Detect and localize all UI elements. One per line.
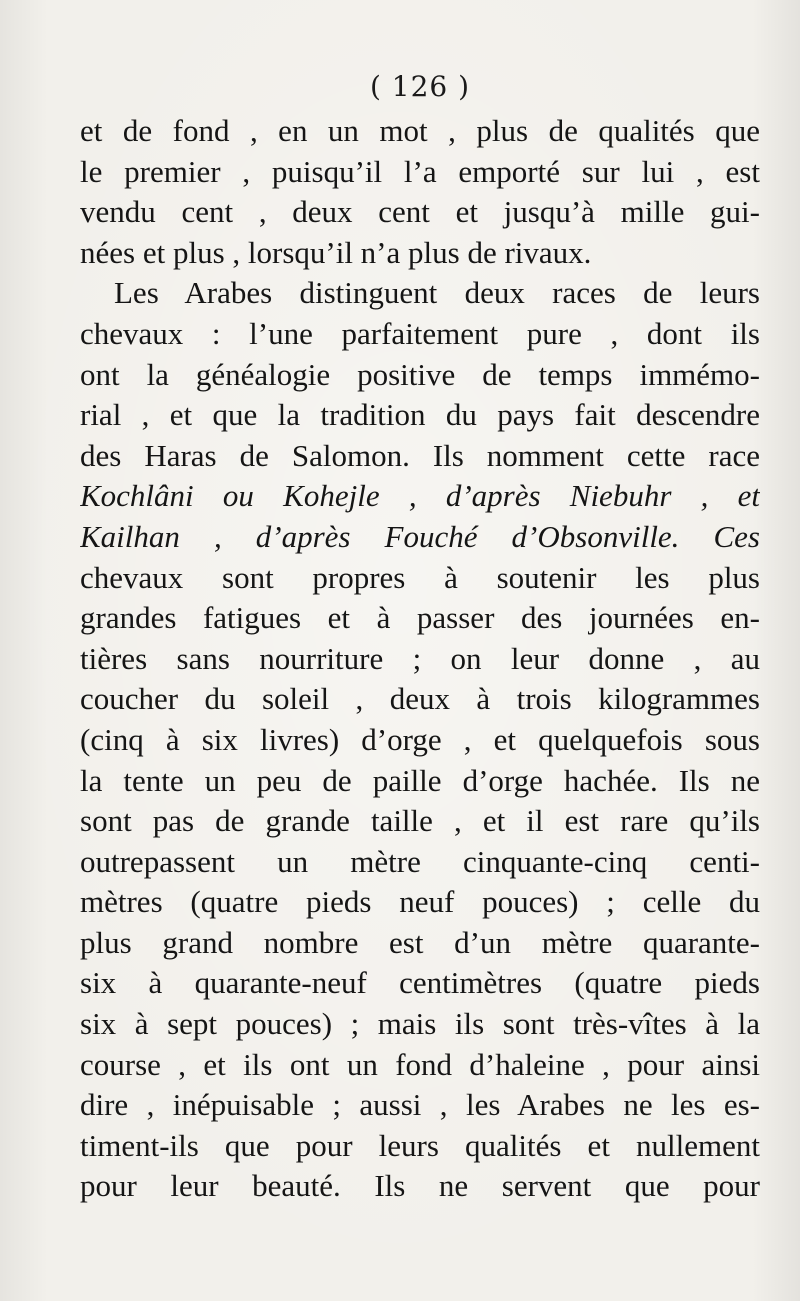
text-line: le premier , puisqu’il l’a emporté sur lui , est xyxy=(80,153,760,189)
body-text xyxy=(80,111,760,1207)
text-line: plus grand nombre est d’un mètre quarante- xyxy=(80,924,760,960)
text-line: (cinq à six livres) d’orge , et quelquefois sous xyxy=(80,721,760,757)
text-line: mètres (quatre pieds neuf pouces) ; celle du xyxy=(80,884,760,920)
text-line: Les Arabes distinguent deux races de leurs xyxy=(114,275,760,311)
text-line: outrepassent un mètre cinquante-cinq centi- xyxy=(80,843,760,879)
text-line: ont la généalogie positive de temps immémo- xyxy=(80,356,760,392)
text-line: grandes fatigues et à passer des journées en- xyxy=(80,600,760,636)
text-line: vendu cent , deux cent et jusqu’à mille gui- xyxy=(80,194,760,230)
text-line: course , et ils ont un fond d’haleine , pour ainsi xyxy=(80,1046,760,1082)
text-line: Kailhan , d’après Fouché d’Obsonville. Ces xyxy=(80,518,760,554)
text-line: dire , inépuisable ; aussi , les Arabes ne les es- xyxy=(80,1087,760,1123)
text-line: chevaux : l’une parfaitement pure , dont ils xyxy=(80,315,760,351)
text-line: des Haras de Salomon. Ils nomment cette race xyxy=(80,437,760,473)
text-line: six à sept pouces) ; mais ils sont très-vîtes à la xyxy=(80,1006,760,1042)
text-line: timent-ils que pour leurs qualités et nullement xyxy=(80,1127,760,1163)
text-line: rial , et que la tradition du pays fait descendre xyxy=(80,397,760,433)
text-line: Kochlâni ou Kohejle , d’après Niebuhr , et xyxy=(80,478,760,514)
text-line: et de fond , en un mot , plus de qualités que xyxy=(80,113,760,148)
text-line: pour leur beauté. Ils ne servent que pour xyxy=(80,1168,760,1204)
text-line: coucher du soleil , deux à trois kilogrammes xyxy=(80,681,760,717)
text-line: nées et plus , lorsqu’il n’a plus de rivaux. xyxy=(80,234,592,270)
text-line: six à quarante-neuf centimètres (quatre pieds xyxy=(80,965,760,1001)
text-line: chevaux sont propres à soutenir les plus xyxy=(80,559,760,595)
text-line: sont pas de grande taille , et il est rare qu’ils xyxy=(80,803,760,839)
text-line: tières sans nourriture ; on leur donne , au xyxy=(80,640,760,676)
text-line: la tente un peu de paille d’orge hachée. Ils ne xyxy=(80,762,760,798)
page-number: ( 126 ) xyxy=(369,70,471,103)
